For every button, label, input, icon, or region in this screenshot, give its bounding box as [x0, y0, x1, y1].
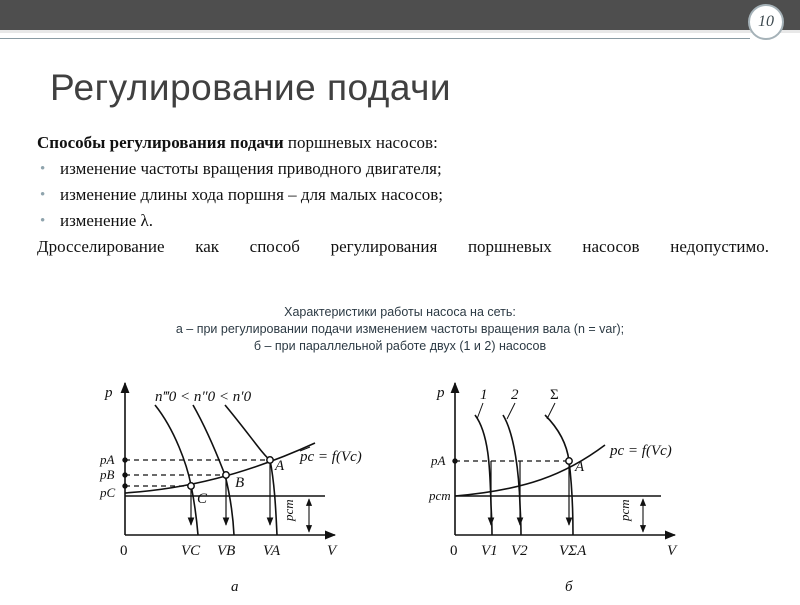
figure-a-point-b-label: B [235, 475, 245, 491]
figure-b-labels [428, 385, 678, 595]
figure-b-point-a [566, 458, 572, 464]
figure-a-pump-curve-n2 [193, 405, 234, 535]
figure-a-origin: 0 [120, 543, 128, 559]
intro-paragraph [37, 130, 769, 156]
figure-b [453, 383, 675, 535]
bullet-item: • изменение λ. [37, 208, 769, 234]
top-bar [0, 0, 800, 30]
figure-a-va-label: VA [263, 543, 281, 559]
figure-b-pump-curve-1 [475, 415, 492, 535]
figure-b-pump-curve-2 [503, 415, 521, 535]
figure-b-label2-pointer [507, 403, 515, 419]
intro-rest: поршневых насосов: [283, 133, 438, 152]
figure-a-vb-label: VB [217, 543, 236, 559]
figure-b-x-label: V [667, 543, 677, 559]
figure-a-pb-dot [123, 473, 127, 477]
figure-b-v2-label: V2 [511, 543, 528, 559]
caption-line: а – при регулировании подачи изменением частоты вращения вала (n = var); [175, 322, 625, 336]
figure-a-speed-relation: n‴0 < n″0 < n′0 [155, 389, 252, 405]
figure-a-pa-label: pA [100, 452, 115, 467]
figure-a-network-label: pс = f(Vс) [300, 449, 362, 465]
figure-b-v1-label: V1 [481, 543, 498, 559]
figure-caption [0, 304, 800, 355]
title-accent-line [0, 38, 750, 39]
bullet-list [37, 156, 769, 234]
figure-a-pst-label: pст [281, 499, 296, 521]
figure-b-pa-label: pA [431, 453, 446, 468]
figure-b-pst-axis-label: pст [429, 488, 451, 503]
figure-b-labelsum-pointer [547, 403, 555, 419]
figure-a-x-label: V [327, 543, 337, 559]
figure-b-va-label: VΣA [559, 543, 587, 559]
figure-b-point-a-label: A [575, 459, 585, 475]
intro-bold: Способы регулирования подачи [37, 133, 284, 152]
figure-b-y-label: p [437, 385, 445, 401]
figure-a-point-c [188, 483, 194, 489]
figure-b-curve-sum-label: Σ [550, 387, 559, 403]
bullet-item: • изменение длины хода поршня – для малых насосов; [37, 182, 769, 208]
caption-line: б – при параллельной работе двух (1 и 2) насосов [253, 339, 547, 353]
figure-a-panel-label: а [231, 579, 239, 595]
caption-line: Характеристики работы насоса на сеть: [284, 305, 516, 319]
slide-title: Регулирование подачи [50, 67, 452, 108]
figure-a-point-a [267, 457, 273, 463]
closing-paragraph: Дросселирование как способ регулирования поршневых насосов недопустимо. [37, 237, 769, 256]
figure-a-pc-dot [123, 484, 127, 488]
figure-b-curve-1-label: 1 [480, 387, 488, 403]
figure-a-pa-dot [123, 458, 127, 462]
figure-b-pst-label: pст [617, 499, 632, 521]
figure-a-vc-label: VC [181, 543, 201, 559]
pump-characteristics-figures [95, 375, 715, 600]
figure-a-y-label: p [105, 385, 113, 401]
figure-a-pb-label: pB [100, 467, 115, 482]
figure-a-point-b [223, 472, 229, 478]
figure-b-panel-label: б [565, 579, 573, 595]
figure-a-point-c-label: C [197, 491, 208, 507]
figure-a-point-a-label: A [275, 458, 285, 474]
figure-b-origin: 0 [450, 543, 458, 559]
figure-a-labels [99, 385, 362, 595]
figures-container [95, 375, 715, 605]
slide-body [37, 130, 769, 260]
figure-a-pc-label: pC [100, 485, 116, 500]
figure-b-pa-dot [453, 459, 457, 463]
figure-b-label1-pointer [477, 403, 483, 419]
figure-b-network-label: pс = f(Vс) [610, 443, 672, 459]
slide-number-badge: 10 [748, 4, 784, 40]
figure-b-curve-2-label: 2 [511, 387, 519, 403]
bullet-item: • изменение частоты вращения приводного двигателя; [37, 156, 769, 182]
